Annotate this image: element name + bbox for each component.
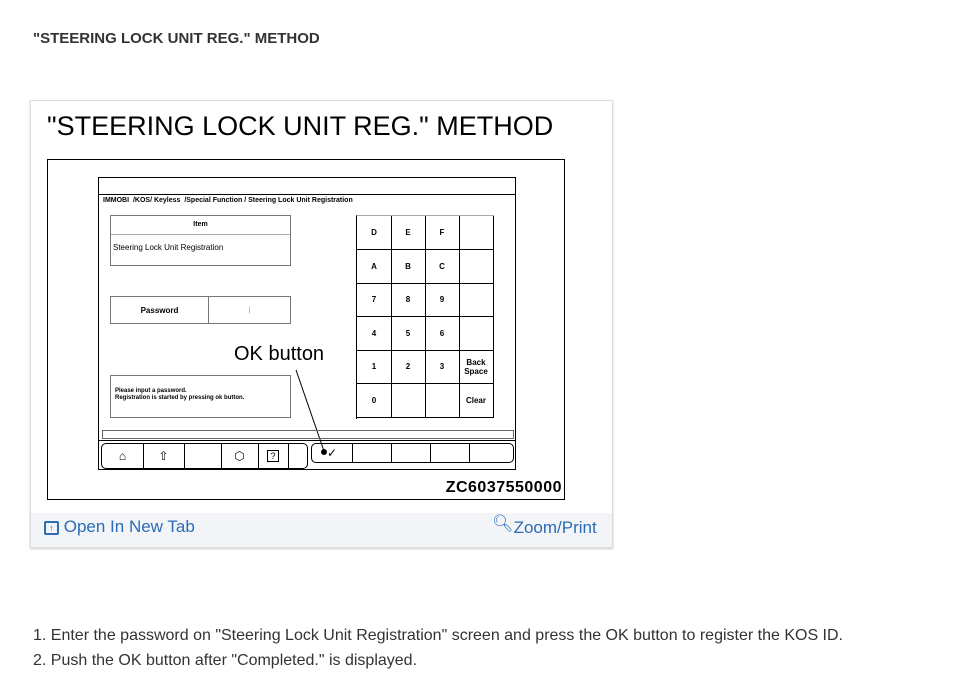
- open-tab-icon: ↑: [44, 521, 59, 535]
- home-icon: ⌂: [118, 449, 127, 463]
- keypad-key[interactable]: 0: [357, 384, 392, 418]
- zoom-print-label: Zoom/Print: [513, 518, 597, 537]
- home-button[interactable]: [102, 444, 144, 468]
- toolbar-blank[interactable]: [391, 444, 431, 462]
- open-in-new-tab-link[interactable]: [44, 517, 195, 537]
- keypad-key[interactable]: B: [391, 250, 426, 284]
- breadcrumb-item: /Special Function: [184, 197, 243, 204]
- zoom-print-link[interactable]: [492, 514, 597, 538]
- keypad-key[interactable]: 8: [391, 283, 426, 317]
- check-icon: ✓: [326, 446, 338, 460]
- cube-icon: ⬡: [234, 449, 245, 463]
- toolbar-right: [311, 443, 514, 463]
- keypad-key[interactable]: 2: [391, 350, 426, 384]
- open-tab-label: Open In New Tab: [63, 517, 195, 536]
- message-line: Please input a password.: [115, 388, 187, 394]
- figure-image: [47, 159, 565, 500]
- diagnostic-screen: [98, 177, 516, 470]
- password-value[interactable]: |: [248, 306, 251, 314]
- password-label: Password: [111, 297, 209, 323]
- toolbar-left: [101, 443, 308, 469]
- keypad-key[interactable]: 5: [391, 317, 426, 351]
- message-line: Registration is started by pressing ok button.: [115, 395, 245, 401]
- keypad-key[interactable]: Clear: [459, 384, 494, 418]
- keypad-key[interactable]: A: [357, 250, 392, 284]
- keypad-key[interactable]: 9: [425, 283, 460, 317]
- keypad-key[interactable]: 7: [357, 283, 392, 317]
- breadcrumb-item: IMMOBI: [103, 197, 130, 204]
- toolbar-blank[interactable]: [430, 444, 470, 462]
- step-item: 1. Enter the password on "Steering Lock Unit Registration" screen and press the OK button to register the KOS ID.: [33, 627, 843, 644]
- keypad-key[interactable]: 6: [425, 317, 460, 351]
- figure-code: ZC6037550000: [445, 479, 562, 496]
- module-button[interactable]: [221, 444, 259, 468]
- step-item: 2. Push the OK button after "Completed." is displayed.: [33, 652, 418, 669]
- breadcrumb-item: / Steering Lock Unit Registration: [244, 197, 353, 204]
- help-button[interactable]: [258, 444, 289, 468]
- keypad-key[interactable]: 3: [425, 350, 460, 384]
- item-value: Steering Lock Unit Registration: [113, 243, 224, 252]
- page-heading: "STEERING LOCK UNIT REG." METHOD: [33, 30, 320, 47]
- back-icon: ⇧: [158, 449, 169, 463]
- figure-title: "STEERING LOCK UNIT REG." METHOD: [47, 111, 554, 141]
- instruction-list: [33, 623, 843, 673]
- help-icon: ?: [267, 450, 278, 462]
- keypad-key[interactable]: 4: [357, 317, 392, 351]
- item-header: Item: [111, 216, 290, 235]
- toolbar-blank[interactable]: [184, 444, 222, 468]
- back-button[interactable]: [143, 444, 185, 468]
- keypad-key[interactable]: 1: [357, 350, 392, 384]
- keypad-key[interactable]: D: [357, 216, 392, 250]
- ok-button-callout: OK button: [234, 343, 325, 365]
- toolbar-blank[interactable]: [352, 444, 392, 462]
- keypad-key[interactable]: Back Space: [459, 350, 494, 384]
- keypad-key[interactable]: E: [391, 216, 426, 250]
- keypad-key[interactable]: F: [425, 216, 460, 250]
- ok-button[interactable]: [312, 444, 353, 462]
- figure-card: [30, 100, 613, 548]
- breadcrumb-item: /KOS/ Keyless: [132, 197, 181, 204]
- keypad-key[interactable]: C: [425, 250, 460, 284]
- progress-bar: [102, 430, 514, 439]
- zoom-in-icon: 🔍︎: [492, 514, 514, 533]
